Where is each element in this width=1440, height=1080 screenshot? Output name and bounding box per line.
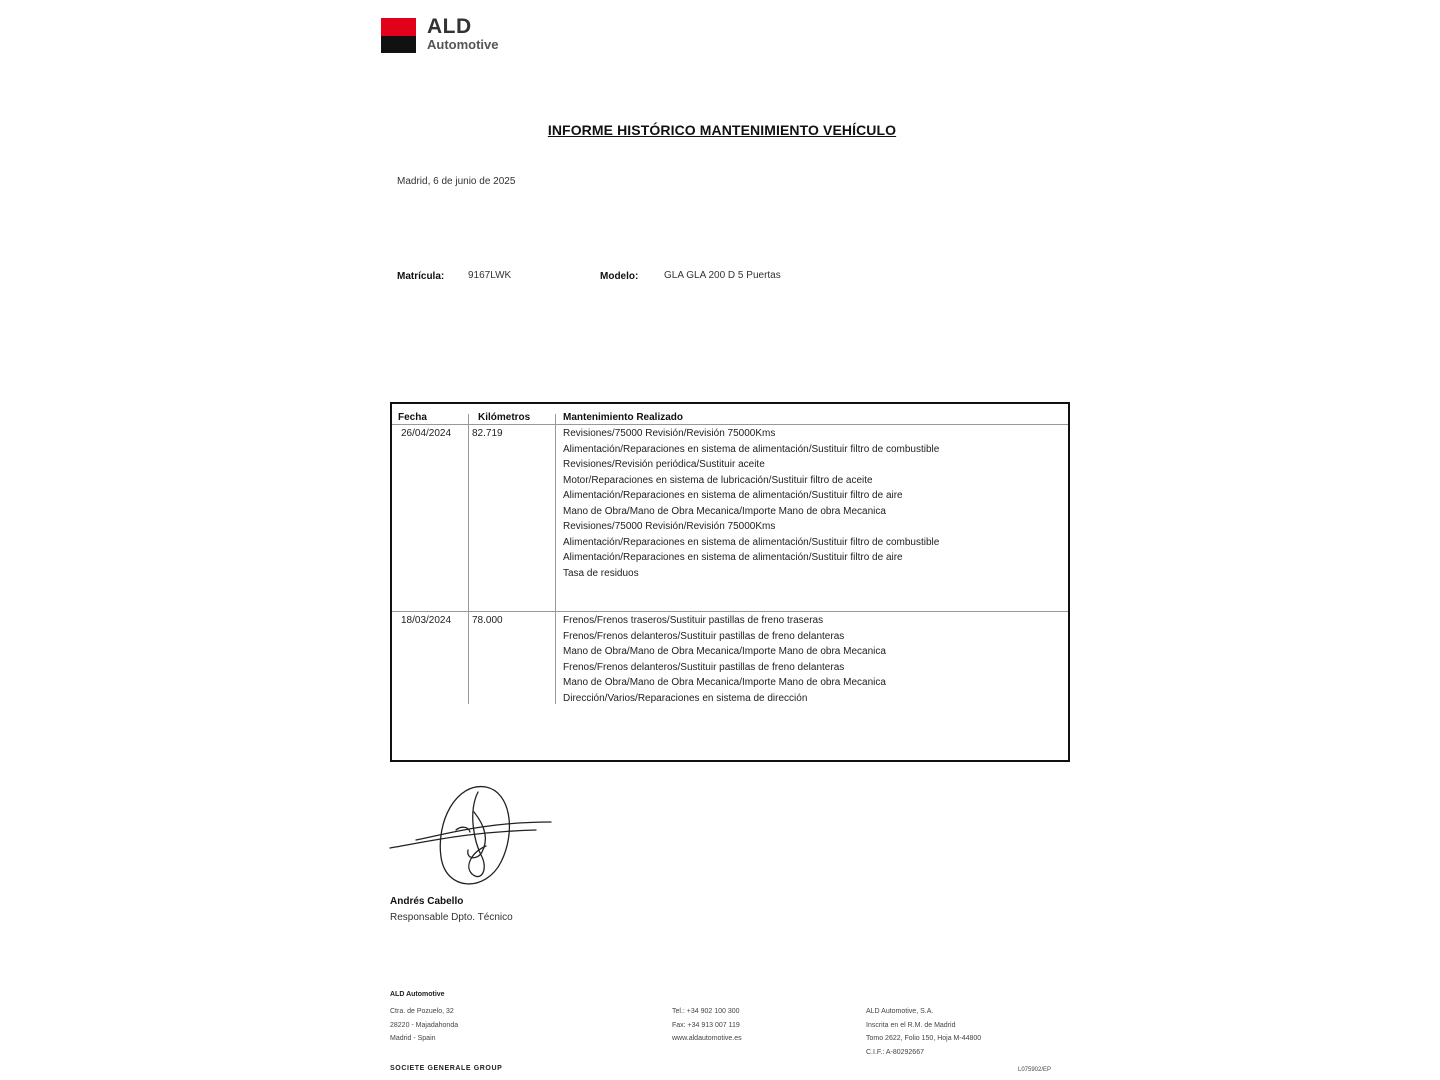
- footer-legal-line: Tomo 2622, Folio 150, Hoja M-44800: [866, 1035, 982, 1042]
- document-date: Madrid, 6 de junio de 2025: [397, 176, 516, 187]
- logo-subtitle: Automotive: [427, 37, 499, 52]
- footer-fax: Fax: +34 913 007 119: [672, 1021, 740, 1029]
- logo-brand: ALD: [427, 15, 472, 38]
- footer-legal-line: ALD Automotive, S.A.: [866, 1008, 934, 1015]
- footer-address-line: 28220 - Majadahonda: [390, 1021, 459, 1029]
- plate-label: Matrícula:: [397, 271, 445, 282]
- list-item: Alimentación/Reparaciones en sistema de alimentación/Sustituir filtro de aire: [563, 552, 903, 563]
- footer-legal-line: Inscrita en el R.M. de Madrid: [866, 1021, 956, 1029]
- list-item: Frenos/Frenos delanteros/Sustituir pastillas de freno delanteras: [563, 630, 845, 642]
- list-item: Mano de Obra/Mano de Obra Mecanica/Importe Mano de obra Mecanica: [563, 646, 886, 657]
- list-item: Motor/Reparaciones en sistema de lubricación/Sustituir filtro de aceite: [563, 474, 873, 486]
- footer-company: ALD Automotive: [390, 991, 445, 998]
- signer-name: Andrés Cabello: [390, 896, 464, 907]
- footer-address-line: Ctra. de Pozuelo, 32: [390, 1008, 454, 1015]
- list-item: Alimentación/Reparaciones en sistema de alimentación/Sustituir filtro de combustible: [563, 443, 940, 455]
- row-date: 26/04/2024: [401, 428, 452, 439]
- footer-address: [390, 1005, 458, 1046]
- signature-stroke: [390, 830, 536, 848]
- footer-legal: [866, 1005, 981, 1059]
- row-maintenance-list: [563, 426, 963, 581]
- plate-value: 9167LWK: [468, 270, 512, 281]
- header-rule: [392, 424, 1068, 425]
- row-date: 18/03/2024: [401, 615, 452, 626]
- footer-code: L075902/EP: [1018, 1067, 1052, 1073]
- row-km: 78.000: [472, 615, 503, 626]
- row-km: 82.719: [472, 428, 503, 439]
- footer-tel: Tel.: +34 902 100 300: [672, 1008, 740, 1015]
- footer-contact: [672, 1005, 742, 1046]
- footer-web[interactable]: www.aldautomotive.es: [672, 1035, 742, 1042]
- header-date: Fecha: [398, 412, 427, 423]
- footer-address-line: Madrid - Spain: [390, 1035, 436, 1042]
- maintenance-table: [390, 402, 1070, 762]
- logo-mark: [381, 18, 416, 53]
- handwritten-signature: [386, 782, 561, 897]
- model-label: Modelo:: [600, 271, 639, 282]
- list-item: Mano de Obra/Mano de Obra Mecanica/Importe Mano de obra Mecanica: [563, 505, 886, 517]
- list-item: Alimentación/Reparaciones en sistema de alimentación/Sustituir filtro de combustible: [563, 536, 940, 548]
- document-title: INFORME HISTÓRICO MANTENIMIENTO VEHÍCULO: [547, 122, 897, 138]
- footer-legal-line: C.I.F.: A-80292667: [866, 1048, 924, 1056]
- column-divider: [555, 414, 556, 704]
- footer-group: SOCIETE GENERALE GROUP: [390, 1065, 503, 1072]
- header-maintenance: Mantenimiento Realizado: [563, 412, 684, 423]
- list-item: Revisiones/Revisión periódica/Sustituir aceite: [563, 459, 765, 470]
- list-item: Frenos/Frenos delanteros/Sustituir pastillas de freno delanteras: [563, 661, 845, 673]
- list-item: Revisiones/75000 Revisión/Revisión 75000Kms: [563, 521, 776, 532]
- list-item: Alimentación/Reparaciones en sistema de alimentación/Sustituir filtro de aire: [563, 490, 903, 501]
- signer-role: Responsable Dpto. Técnico: [390, 912, 513, 923]
- model-value: GLA GLA 200 D 5 Puertas: [664, 270, 781, 281]
- list-item: Revisiones/75000 Revisión/Revisión 75000Kms: [563, 428, 776, 439]
- signature-stroke: [416, 822, 551, 840]
- row-divider: [392, 611, 1068, 612]
- row-maintenance-list: [563, 613, 963, 706]
- column-divider: [468, 414, 469, 704]
- list-item: Mano de Obra/Mano de Obra Mecanica/Importe Mano de obra Mecanica: [563, 677, 886, 688]
- list-item: Dirección/Varios/Reparaciones en sistema de dirección: [563, 692, 808, 704]
- list-item: Tasa de residuos: [563, 567, 639, 579]
- list-item: Frenos/Frenos traseros/Sustituir pastillas de freno traseras: [563, 615, 824, 626]
- header-km: Kilómetros: [478, 412, 531, 423]
